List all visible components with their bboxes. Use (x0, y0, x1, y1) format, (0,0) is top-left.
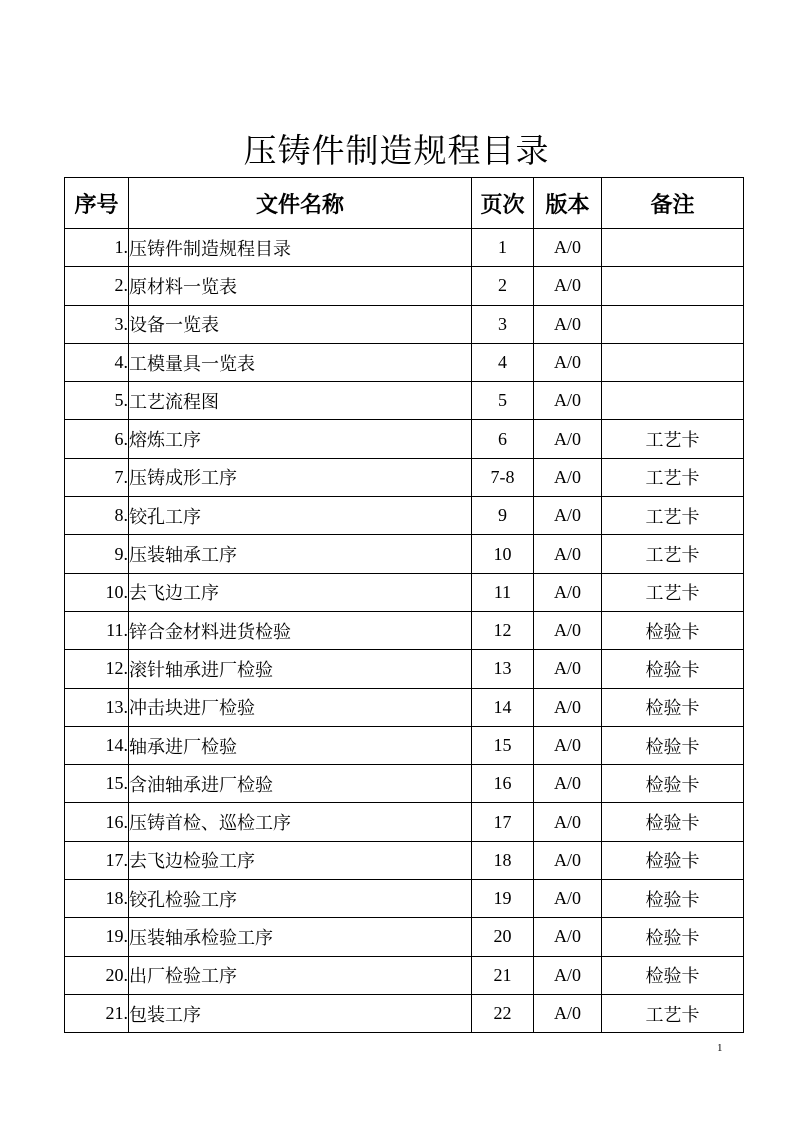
cell-note: 检验卡 (602, 841, 744, 879)
cell-version: A/0 (534, 535, 602, 573)
table-row (65, 918, 744, 956)
cell-page: 10 (472, 535, 534, 573)
cell-no: 10. (65, 573, 129, 611)
cell-note: 工艺卡 (602, 535, 744, 573)
cell-name: 铰孔工序 (129, 497, 472, 535)
cell-note (602, 267, 744, 305)
cell-version: A/0 (534, 726, 602, 764)
cell-version: A/0 (534, 688, 602, 726)
cell-page: 13 (472, 650, 534, 688)
cell-version: A/0 (534, 994, 602, 1032)
cell-page: 16 (472, 765, 534, 803)
cell-no: 6. (65, 420, 129, 458)
table-row (65, 382, 744, 420)
table-row (65, 573, 744, 611)
cell-note: 工艺卡 (602, 573, 744, 611)
cell-version: A/0 (534, 458, 602, 496)
cell-version: A/0 (534, 918, 602, 956)
cell-name: 含油轴承进厂检验 (129, 765, 472, 803)
cell-name: 设备一览表 (129, 305, 472, 343)
cell-version: A/0 (534, 956, 602, 994)
cell-page: 21 (472, 956, 534, 994)
cell-note: 工艺卡 (602, 497, 744, 535)
header-name: 文件名称 (129, 178, 472, 229)
cell-version: A/0 (534, 382, 602, 420)
cell-page: 3 (472, 305, 534, 343)
cell-note: 检验卡 (602, 726, 744, 764)
cell-name: 工模量具一览表 (129, 343, 472, 381)
cell-note: 检验卡 (602, 803, 744, 841)
table-row (65, 497, 744, 535)
cell-version: A/0 (534, 267, 602, 305)
table-row (65, 880, 744, 918)
cell-no: 3. (65, 305, 129, 343)
cell-no: 19. (65, 918, 129, 956)
cell-note: 检验卡 (602, 611, 744, 649)
cell-no: 20. (65, 956, 129, 994)
cell-version: A/0 (534, 573, 602, 611)
cell-name: 滚针轴承进厂检验 (129, 650, 472, 688)
table-header-row (65, 178, 744, 229)
cell-name: 压铸首检、巡检工序 (129, 803, 472, 841)
cell-no: 18. (65, 880, 129, 918)
cell-version: A/0 (534, 229, 602, 267)
header-no: 序号 (65, 178, 129, 229)
cell-note: 工艺卡 (602, 458, 744, 496)
table-body (65, 229, 744, 1033)
cell-note: 检验卡 (602, 880, 744, 918)
cell-page: 2 (472, 267, 534, 305)
cell-page: 17 (472, 803, 534, 841)
header-page: 页次 (472, 178, 534, 229)
cell-note: 检验卡 (602, 688, 744, 726)
cell-no: 15. (65, 765, 129, 803)
cell-no: 21. (65, 994, 129, 1032)
cell-page: 18 (472, 841, 534, 879)
table-row (65, 420, 744, 458)
cell-name: 原材料一览表 (129, 267, 472, 305)
cell-page: 6 (472, 420, 534, 458)
cell-version: A/0 (534, 305, 602, 343)
cell-no: 2. (65, 267, 129, 305)
cell-name: 轴承进厂检验 (129, 726, 472, 764)
cell-no: 5. (65, 382, 129, 420)
table-row (65, 726, 744, 764)
cell-name: 压装轴承检验工序 (129, 918, 472, 956)
table-row (65, 956, 744, 994)
cell-version: A/0 (534, 420, 602, 458)
table-row (65, 650, 744, 688)
cell-page: 1 (472, 229, 534, 267)
cell-page: 5 (472, 382, 534, 420)
cell-page: 14 (472, 688, 534, 726)
cell-note: 检验卡 (602, 956, 744, 994)
cell-no: 9. (65, 535, 129, 573)
page-number: 1 (717, 1042, 723, 1054)
cell-name: 冲击块进厂检验 (129, 688, 472, 726)
cell-no: 17. (65, 841, 129, 879)
cell-name: 工艺流程图 (129, 382, 472, 420)
cell-note: 检验卡 (602, 650, 744, 688)
cell-no: 13. (65, 688, 129, 726)
table-row (65, 229, 744, 267)
header-note: 备注 (602, 178, 744, 229)
table-row (65, 994, 744, 1032)
table-row (65, 458, 744, 496)
table-row (65, 305, 744, 343)
cell-no: 11. (65, 611, 129, 649)
table-row (65, 765, 744, 803)
cell-version: A/0 (534, 611, 602, 649)
cell-page: 15 (472, 726, 534, 764)
cell-note (602, 305, 744, 343)
cell-note: 检验卡 (602, 765, 744, 803)
cell-page: 22 (472, 994, 534, 1032)
cell-page: 7-8 (472, 458, 534, 496)
table-row (65, 343, 744, 381)
cell-version: A/0 (534, 841, 602, 879)
cell-no: 14. (65, 726, 129, 764)
cell-page: 9 (472, 497, 534, 535)
table-row (65, 841, 744, 879)
cell-page: 19 (472, 880, 534, 918)
cell-no: 16. (65, 803, 129, 841)
cell-name: 压铸成形工序 (129, 458, 472, 496)
cell-page: 12 (472, 611, 534, 649)
cell-note (602, 382, 744, 420)
cell-note: 工艺卡 (602, 994, 744, 1032)
cell-page: 11 (472, 573, 534, 611)
cell-name: 压装轴承工序 (129, 535, 472, 573)
cell-name: 包装工序 (129, 994, 472, 1032)
cell-no: 1. (65, 229, 129, 267)
toc-table (64, 177, 744, 1033)
document-title: 压铸件制造规程目录 (243, 131, 550, 170)
cell-name: 铰孔检验工序 (129, 880, 472, 918)
cell-version: A/0 (534, 765, 602, 803)
cell-page: 4 (472, 343, 534, 381)
cell-page: 20 (472, 918, 534, 956)
cell-note: 检验卡 (602, 918, 744, 956)
cell-name: 熔炼工序 (129, 420, 472, 458)
cell-name: 去飞边工序 (129, 573, 472, 611)
table-row (65, 611, 744, 649)
cell-version: A/0 (534, 880, 602, 918)
cell-no: 8. (65, 497, 129, 535)
cell-version: A/0 (534, 803, 602, 841)
cell-no: 4. (65, 343, 129, 381)
cell-note (602, 343, 744, 381)
cell-version: A/0 (534, 343, 602, 381)
cell-name: 出厂检验工序 (129, 956, 472, 994)
table-row (65, 803, 744, 841)
cell-name: 压铸件制造规程目录 (129, 229, 472, 267)
cell-note (602, 229, 744, 267)
table-row (65, 267, 744, 305)
cell-version: A/0 (534, 497, 602, 535)
cell-no: 12. (65, 650, 129, 688)
cell-name: 锌合金材料进货检验 (129, 611, 472, 649)
table-row (65, 688, 744, 726)
cell-note: 工艺卡 (602, 420, 744, 458)
table-row (65, 535, 744, 573)
cell-version: A/0 (534, 650, 602, 688)
cell-name: 去飞边检验工序 (129, 841, 472, 879)
header-version: 版本 (534, 178, 602, 229)
cell-no: 7. (65, 458, 129, 496)
